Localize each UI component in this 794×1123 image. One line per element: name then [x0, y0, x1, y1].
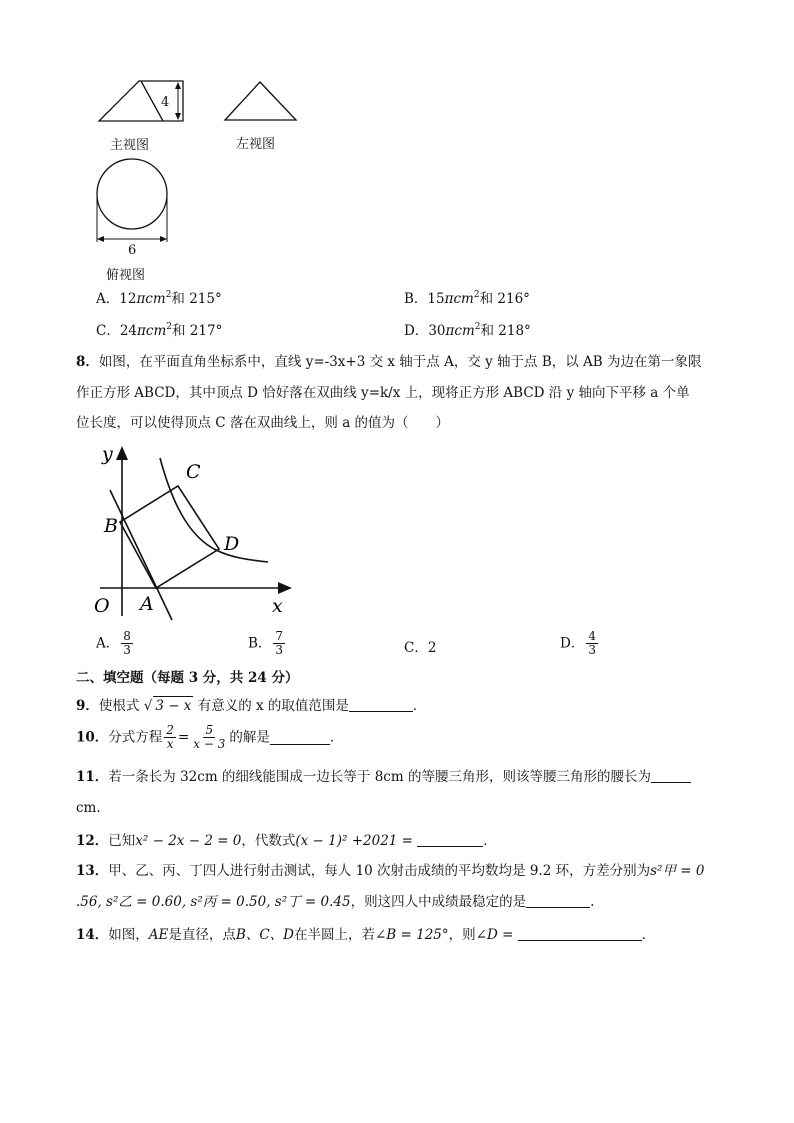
q8-coordinate-graph	[92, 440, 302, 622]
q13-answer-blank[interactable]	[526, 893, 590, 908]
diameter-dimension-value: 6	[128, 243, 137, 258]
q7-option-a[interactable]: A．12πcm$^2$和 215°	[96, 290, 222, 307]
q12: 12．已知x² − 2x − 2 = 0，代数式(x − 1)² +2021 = ．	[76, 833, 497, 849]
side-view-triangle	[225, 82, 296, 120]
q7-option-c[interactable]: C．24πcm$^2$和 217°	[96, 322, 223, 339]
point-d-label: D	[224, 533, 240, 555]
y-axis-arrow-icon	[116, 446, 128, 460]
q13-line-2: .56, s²乙 = 0.60, s²丙 = 0.50, s²丁 = 0.45，则这四人中成绩最稳定的是 .	[76, 894, 595, 910]
arrow-up-icon	[175, 82, 181, 89]
q11-line-1: 11．若一条长为 32cm 的细线能围成一边长等于 8cm 的等腰三角形，则该等腰三角形的腰长为	[76, 768, 691, 786]
side-view-figure	[222, 78, 302, 124]
q11-answer-blank[interactable]	[651, 768, 691, 783]
point-a-label: A	[140, 593, 154, 615]
q9: 9．使根式 √ 3 − x 有意义的 x 的取值范围是 ．	[76, 698, 427, 714]
q8-line-1: 8．如图，在平面直角坐标系中，直线 y=-3x+3 交 x 轴于点 A，交 y 轴于点 B，以 AB 为边在第一象限	[76, 354, 702, 370]
q10: 10．分式方程 $\frac{2}{x}$ = $\frac{5}{x - 3}$ 的解是 ．	[76, 723, 344, 751]
origin-label: O	[94, 595, 110, 617]
arrow-left-icon	[97, 236, 104, 242]
q8-option-d[interactable]: D． $\frac{4}{3}$	[560, 629, 596, 657]
side-view-label: 左视图	[236, 137, 276, 152]
arrow-right-icon	[160, 236, 167, 242]
q12-answer-blank[interactable]	[417, 832, 483, 847]
front-view-outline	[99, 81, 183, 121]
q14: 14．如图，AE是直径，点B、C、D在半圆上，若∠B = 125°，则∠D = ．	[76, 927, 656, 943]
q7-option-b[interactable]: B．15πcm$^2$和 216°	[404, 290, 530, 307]
section-2-title: 二、填空题（每题 3 分，共 24 分）	[76, 670, 299, 686]
sqrt-icon: √	[143, 698, 153, 714]
top-view-figure	[92, 154, 176, 246]
x-axis-label: x	[272, 595, 283, 617]
q8-option-a[interactable]: A． $\frac{8}{3}$	[96, 629, 131, 657]
hyperbola-curve	[160, 458, 268, 562]
x-axis-arrow-icon	[278, 582, 292, 594]
q11-line-2: cm.	[76, 800, 101, 816]
q9-answer-blank[interactable]	[349, 697, 413, 712]
q14-answer-blank[interactable]	[518, 926, 642, 941]
top-view-label: 俯视图	[106, 268, 146, 283]
height-dimension-value: 4	[161, 95, 170, 110]
q13-line-1: 13．甲、乙、丙、丁四人进行射击测试，每人 10 次射击成绩的平均数均是 9.2 环，方差分别为s²甲 = 0	[76, 863, 705, 879]
y-axis-label: y	[102, 443, 113, 465]
q8-option-c[interactable]: C．2	[404, 640, 437, 656]
front-view-inner-edge	[141, 81, 163, 121]
q10-answer-blank[interactable]	[270, 730, 330, 745]
point-c-label: C	[186, 461, 201, 483]
arrow-down-icon	[175, 113, 181, 120]
front-view-figure	[96, 76, 192, 126]
point-b-label: B	[104, 515, 118, 537]
q8-option-b[interactable]: B． $\frac{7}{3}$	[248, 629, 284, 657]
front-view-label: 主视图	[110, 138, 150, 153]
q7-option-d[interactable]: D．30πcm$^2$和 218°	[404, 322, 531, 339]
q8-line-2: 作正方形 ABCD，其中顶点 D 恰好落在双曲线 y=k/x 上，现将正方形 ABCD 沿 y 轴向下平移 a 个单	[76, 385, 690, 401]
square-abcd	[120, 486, 219, 588]
top-view-circle	[97, 159, 167, 229]
q8-line-3: 位长度，可以使得顶点 C 落在双曲线上，则 a 的值为（ ）	[76, 415, 450, 431]
